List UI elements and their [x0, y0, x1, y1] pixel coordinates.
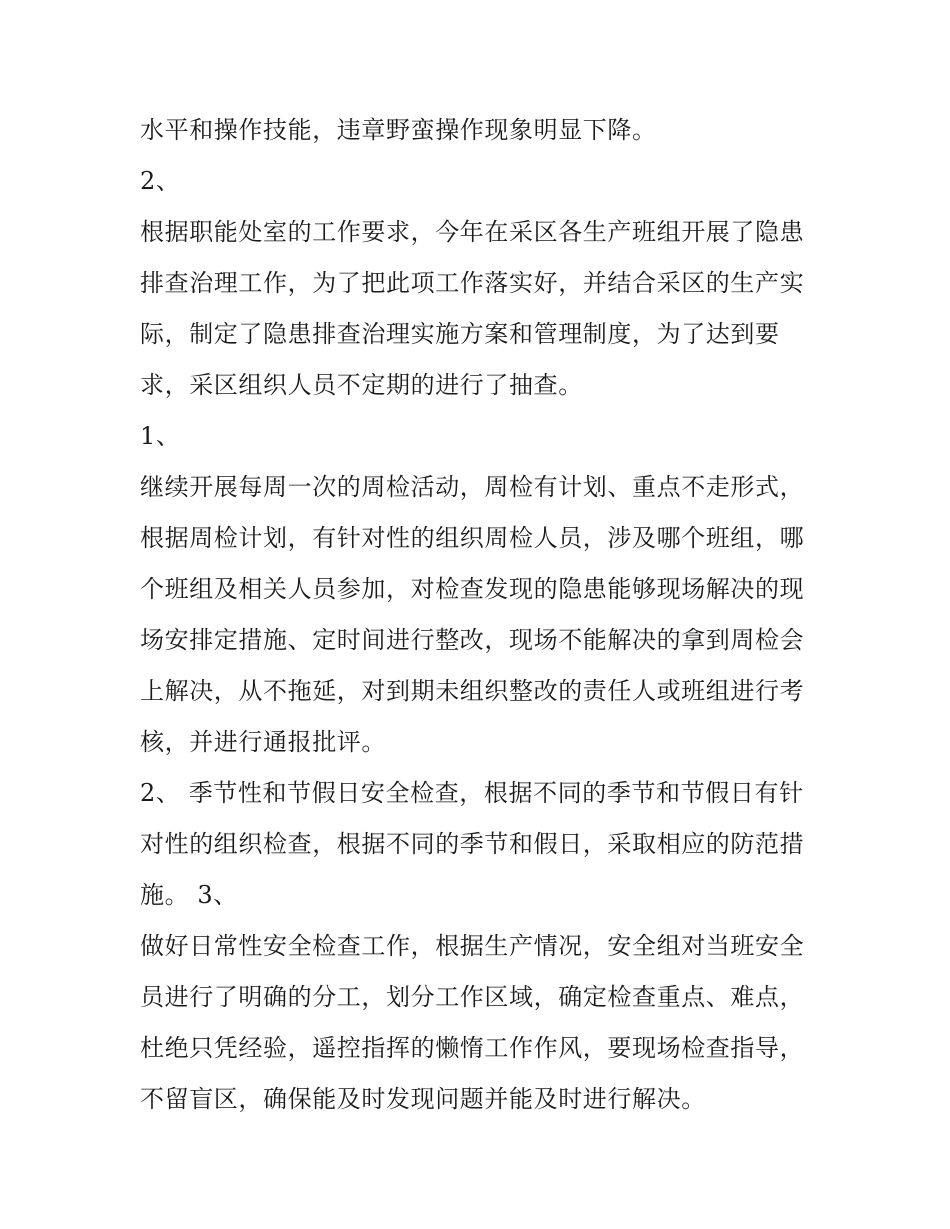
text-line: 个班组及相关人员参加，对检查发现的隐患能够现场解决的现 — [140, 575, 805, 603]
text-line: 水平和操作技能，违章野蛮操作现象明显下降。 — [140, 116, 657, 144]
text-line: 根据周检计划，有针对性的组织周检人员，涉及哪个班组，哪 — [140, 524, 805, 552]
text-line: 上解决，从不拖延，对到期未组织整改的责任人或班组进行考 — [140, 677, 805, 705]
text-line: 杜绝只凭经验，遥控指挥的懒惰工作作风，要现场检查指导， — [140, 1034, 805, 1062]
text-line: 场安排定措施、定时间进行整改，现场不能解决的拿到周检会 — [140, 626, 805, 654]
text-line: 员进行了明确的分工，划分工作区域，确定检查重点、难点， — [140, 983, 805, 1011]
section-number: 1、 — [140, 422, 181, 450]
text-line: 对性的组织检查，根据不同的季节和假日，采取相应的防范措 — [140, 830, 805, 858]
text-line: 做好日常性安全检查工作，根据生产情况，安全组对当班安全 — [140, 932, 805, 960]
text-line: 施。 3、 — [140, 881, 238, 909]
text-line: 2、 季节性和节假日安全检查，根据不同的季节和节假日有针 — [140, 779, 804, 807]
text-line: 核，并进行通报批评。 — [140, 728, 386, 756]
section-number: 2、 — [140, 167, 181, 195]
text-line: 求，采区组织人员不定期的进行了抽查。 — [140, 371, 583, 399]
text-line: 继续开展每周一次的周检活动，周检有计划、重点不走形式， — [140, 473, 805, 501]
text-line: 际，制定了隐患排查治理实施方案和管理制度，为了达到要 — [140, 320, 780, 348]
text-line: 根据职能处室的工作要求，今年在采区各生产班组开展了隐患 — [140, 218, 805, 246]
text-line: 排查治理工作，为了把此项工作落实好，并结合采区的生产实 — [140, 269, 805, 297]
text-line: 不留盲区，确保能及时发现问题并能及时进行解决。 — [140, 1085, 706, 1113]
